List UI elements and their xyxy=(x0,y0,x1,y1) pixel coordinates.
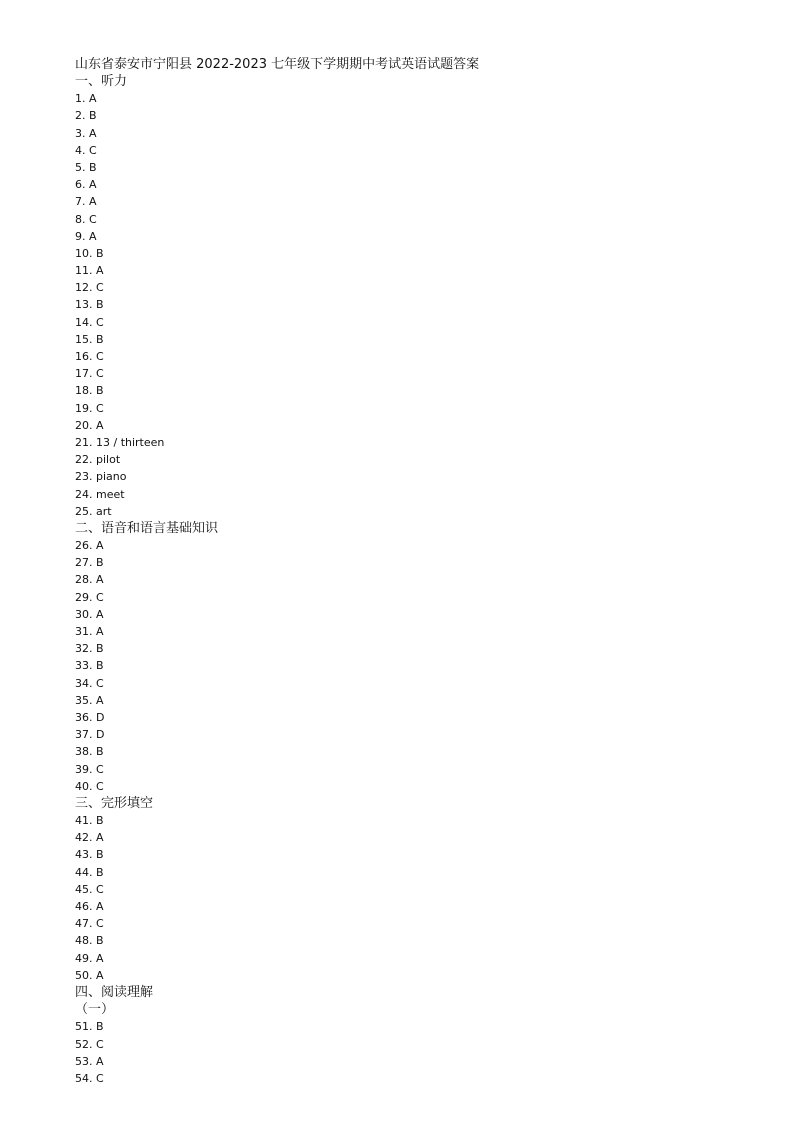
answer-line xyxy=(75,761,775,778)
answer-value: A xyxy=(89,178,97,192)
answer-value: pilot xyxy=(96,453,121,467)
answer-value: C xyxy=(89,212,97,226)
answer-value: 13 / thirteen xyxy=(96,435,165,449)
answer-value: C xyxy=(96,350,104,363)
answer-value: B xyxy=(96,1020,104,1034)
answer-section xyxy=(75,984,775,1087)
answer-value: A xyxy=(96,264,104,278)
question-number: 19. xyxy=(75,401,93,415)
section-heading: 二、语音和语言基础知识 xyxy=(75,520,219,536)
answer-value: piano xyxy=(96,470,127,484)
answer-line xyxy=(75,451,775,468)
question-number: 20. xyxy=(75,418,93,432)
section-heading: 四、阅读理解 xyxy=(75,984,154,1000)
answer-line xyxy=(75,571,775,588)
answer-line xyxy=(75,726,775,743)
answer-section xyxy=(75,73,775,520)
answer-line xyxy=(75,950,775,967)
question-number: 3. xyxy=(75,126,86,140)
answer-value: B xyxy=(96,848,104,862)
answer-line xyxy=(75,228,775,245)
question-number: 33. xyxy=(75,659,93,673)
answer-line xyxy=(75,107,775,124)
question-number: 27. xyxy=(75,556,93,570)
answer-value: B xyxy=(96,934,104,948)
answer-line xyxy=(75,262,775,279)
answer-line xyxy=(75,1018,775,1035)
answer-line xyxy=(75,1053,775,1070)
question-number: 24. xyxy=(75,487,93,501)
answer-value: A xyxy=(89,229,97,243)
answer-line xyxy=(75,554,775,571)
question-number: 13. xyxy=(75,298,93,312)
document-page xyxy=(75,56,775,1087)
question-number: 15. xyxy=(75,332,93,346)
question-number: 14. xyxy=(75,315,93,329)
answer-value: B xyxy=(96,865,104,879)
question-number: 6. xyxy=(75,178,86,192)
answer-value: B xyxy=(89,160,97,174)
question-number: 30. xyxy=(75,607,93,621)
question-number: 28. xyxy=(75,573,93,587)
answer-value: A xyxy=(96,573,104,587)
answer-line xyxy=(75,657,775,674)
question-number: 41. xyxy=(75,814,93,828)
answer-line xyxy=(75,159,775,176)
answer-line xyxy=(75,537,775,554)
answer-value: A xyxy=(89,195,97,209)
question-number: 49. xyxy=(75,951,93,965)
answer-value: B xyxy=(96,384,104,398)
question-number: 36. xyxy=(75,710,93,724)
answer-line xyxy=(75,778,775,795)
question-number: 26. xyxy=(75,539,93,553)
answer-line xyxy=(75,846,775,863)
answer-line xyxy=(75,365,775,382)
answer-value: C xyxy=(96,779,104,793)
answer-value: A xyxy=(89,92,97,106)
question-number: 9. xyxy=(75,229,86,243)
answer-line xyxy=(75,211,775,228)
question-number: 1. xyxy=(75,92,86,106)
answer-line xyxy=(75,417,775,434)
answer-value: A xyxy=(96,539,104,553)
answer-line xyxy=(75,331,775,348)
answer-value: B xyxy=(96,556,104,570)
answer-line xyxy=(75,348,775,365)
question-number: 37. xyxy=(75,728,93,742)
question-number: 42. xyxy=(75,831,93,845)
answer-value: C xyxy=(96,676,104,690)
question-number: 48. xyxy=(75,934,93,948)
answer-section xyxy=(75,795,775,984)
question-number: 47. xyxy=(75,917,93,931)
question-number: 8. xyxy=(75,212,86,226)
answer-value: meet xyxy=(96,487,125,501)
question-number: 2. xyxy=(75,109,86,123)
question-number: 7. xyxy=(75,195,86,209)
answer-value: A xyxy=(96,900,104,913)
answer-value: C xyxy=(96,1037,104,1051)
question-number: 17. xyxy=(75,367,93,381)
question-number: 34. xyxy=(75,676,93,690)
answer-value: C xyxy=(96,401,104,415)
answer-line xyxy=(75,468,775,485)
answer-line xyxy=(75,709,775,726)
question-number: 18. xyxy=(75,384,93,398)
answer-line xyxy=(75,606,775,623)
answer-value: C xyxy=(96,281,104,295)
question-number: 32. xyxy=(75,642,93,656)
answer-value: A xyxy=(96,625,104,638)
answer-line xyxy=(75,932,775,949)
question-number: 23. xyxy=(75,470,93,484)
answer-line xyxy=(75,864,775,881)
answer-line xyxy=(75,743,775,760)
answer-section xyxy=(75,520,775,795)
answer-value: A xyxy=(96,1054,104,1068)
answer-value: C xyxy=(89,143,97,157)
question-number: 54. xyxy=(75,1071,93,1085)
answer-value: A xyxy=(96,831,104,845)
question-number: 16. xyxy=(75,350,93,363)
answer-line xyxy=(75,400,775,417)
answer-value: C xyxy=(96,882,104,896)
question-number: 12. xyxy=(75,281,93,295)
answer-line xyxy=(75,881,775,898)
answer-line xyxy=(75,915,775,932)
question-number: 52. xyxy=(75,1037,93,1051)
answer-line xyxy=(75,1070,775,1087)
answer-value: D xyxy=(96,728,105,742)
answer-value: C xyxy=(96,762,104,776)
answer-value: A xyxy=(96,968,104,982)
question-number: 10. xyxy=(75,246,93,260)
answer-value: B xyxy=(96,745,104,759)
question-number: 46. xyxy=(75,900,93,913)
answer-value: B xyxy=(96,642,104,656)
document-title: 山东省泰安市宁阳县 2022-2023 七年级下学期期中考试英语试题答案 xyxy=(75,57,480,72)
answer-value: C xyxy=(96,367,104,381)
section-subheading: （一） xyxy=(75,1002,115,1018)
answer-line xyxy=(75,314,775,331)
answer-line xyxy=(75,829,775,846)
question-number: 45. xyxy=(75,882,93,896)
section-heading: 一、听力 xyxy=(75,74,128,89)
answer-value: A xyxy=(96,693,104,707)
answer-value: C xyxy=(96,315,104,329)
question-number: 44. xyxy=(75,865,93,879)
answer-line xyxy=(75,675,775,692)
answer-value: C xyxy=(96,1071,104,1085)
answer-value: B xyxy=(89,109,97,123)
answer-line xyxy=(75,279,775,296)
answer-line xyxy=(75,503,775,520)
answer-line xyxy=(75,296,775,313)
answer-sections xyxy=(75,73,775,1087)
answer-line xyxy=(75,90,775,107)
answer-value: C xyxy=(96,917,104,931)
answer-value: A xyxy=(96,607,104,621)
answer-line xyxy=(75,382,775,399)
answer-line xyxy=(75,898,775,915)
question-number: 39. xyxy=(75,762,93,776)
answer-value: B xyxy=(96,246,104,260)
answer-value: B xyxy=(96,298,104,312)
question-number: 43. xyxy=(75,848,93,862)
question-number: 53. xyxy=(75,1054,93,1068)
section-heading: 三、完形填空 xyxy=(75,795,154,811)
answer-value: B xyxy=(96,814,104,828)
answer-value: A xyxy=(89,126,97,140)
question-number: 50. xyxy=(75,968,93,982)
answer-value: C xyxy=(96,590,104,604)
answer-line xyxy=(75,176,775,193)
question-number: 35. xyxy=(75,693,93,707)
answer-line xyxy=(75,812,775,829)
answer-line xyxy=(75,245,775,262)
question-number: 40. xyxy=(75,779,93,793)
question-number: 25. xyxy=(75,504,93,518)
answer-value: art xyxy=(96,504,112,518)
answer-value: D xyxy=(96,710,105,724)
answer-line xyxy=(75,486,775,503)
question-number: 4. xyxy=(75,143,86,157)
question-number: 38. xyxy=(75,745,93,759)
question-number: 31. xyxy=(75,625,93,638)
question-number: 21. xyxy=(75,435,93,449)
question-number: 51. xyxy=(75,1020,93,1034)
answer-line xyxy=(75,1036,775,1053)
question-number: 29. xyxy=(75,590,93,604)
answer-line xyxy=(75,640,775,657)
answer-line xyxy=(75,589,775,606)
answer-line xyxy=(75,623,775,640)
answer-line xyxy=(75,434,775,451)
answer-line xyxy=(75,193,775,210)
question-number: 22. xyxy=(75,453,93,467)
answer-line xyxy=(75,967,775,984)
answer-value: A xyxy=(96,418,104,432)
question-number: 11. xyxy=(75,264,93,278)
answer-value: B xyxy=(96,332,104,346)
answer-line xyxy=(75,142,775,159)
answer-value: B xyxy=(96,659,104,673)
question-number: 5. xyxy=(75,160,86,174)
answer-line xyxy=(75,692,775,709)
answer-value: A xyxy=(96,951,104,965)
answer-line xyxy=(75,125,775,142)
